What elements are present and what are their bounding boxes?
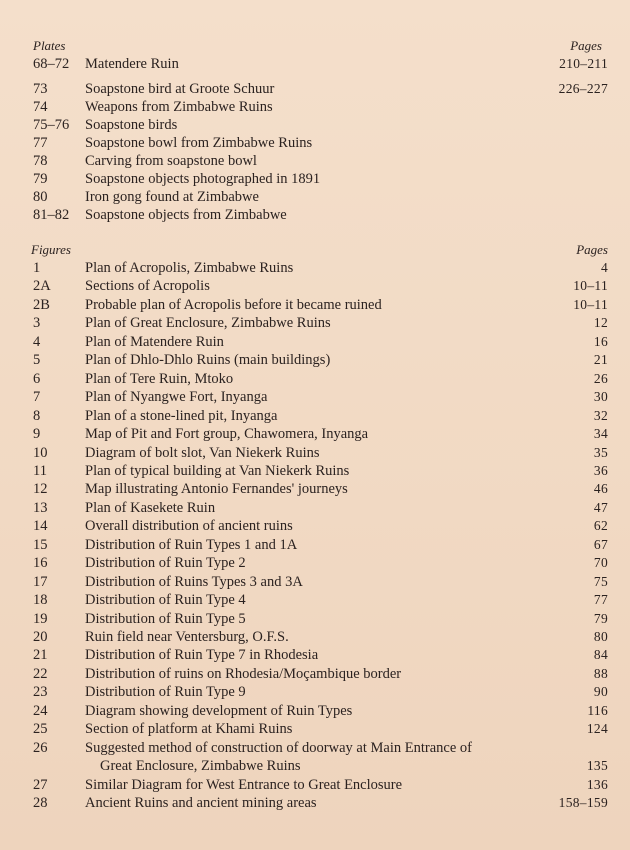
item-number: 28	[33, 795, 48, 812]
item-title: Probable plan of Acropolis before it became ruined	[85, 296, 382, 313]
item-number: 16	[33, 555, 48, 572]
figures-list-item	[0, 794, 630, 812]
item-title: Plan of Nyangwe Fort, Inyanga	[85, 389, 268, 406]
item-title: Distribution of ruins on Rhodesia/Moçambique border	[85, 665, 402, 682]
item-title: Suggested method of construction of doorway at Main Entrance of	[85, 739, 472, 756]
item-number: 75–76	[33, 117, 70, 133]
item-number: 21	[33, 647, 48, 664]
plates-list-item	[0, 80, 630, 98]
figures-list-item	[0, 517, 630, 535]
item-number: 25	[33, 721, 48, 738]
item-number: 79	[33, 171, 48, 187]
plates-list-item	[0, 152, 630, 170]
figures-header: Figures	[31, 242, 71, 257]
item-title: Ruin field near Ventersburg, O.F.S.	[85, 629, 289, 645]
figures-list-item	[0, 351, 630, 369]
item-title: Distribution of Ruin Type 4	[85, 592, 246, 609]
item-title: Matendere Ruin	[85, 56, 179, 72]
item-number: 15	[33, 536, 48, 553]
item-title: Great Enclosure, Zimbabwe Ruins	[100, 758, 301, 775]
item-number: 6	[33, 370, 41, 387]
item-title: Carving from soapstone bowl	[85, 153, 257, 169]
item-number: 8	[33, 407, 41, 424]
item-pages: 79	[593, 610, 608, 626]
item-pages: 135	[586, 758, 608, 774]
item-title: Diagram of bolt slot, Van Niekerk Ruins	[85, 444, 320, 461]
item-number: 80	[33, 189, 48, 205]
figures-list-item	[0, 480, 630, 498]
figures-list-item	[0, 757, 630, 775]
item-number: 77	[33, 135, 48, 151]
item-title: Distribution of Ruin Type 5	[85, 610, 246, 627]
item-number: 13	[33, 499, 48, 516]
item-title: Distribution of Ruin Type 7 in Rhodesia	[85, 647, 319, 664]
figures-list-item	[0, 702, 630, 720]
item-number: 2A	[33, 278, 51, 295]
plates-list-item	[0, 188, 630, 206]
item-number: 20	[33, 629, 48, 645]
figures-list-item	[0, 573, 630, 591]
item-number: 1	[33, 260, 41, 276]
item-title: Map of Pit and Fort group, Chawomera, Inyanga	[85, 426, 369, 443]
item-number: 22	[33, 665, 48, 682]
figures-list-item	[0, 333, 630, 351]
item-number: 5	[33, 352, 41, 369]
item-pages: 158–159	[558, 795, 608, 811]
figures-list-item	[0, 554, 630, 572]
item-title: Distribution of Ruin Type 2	[85, 555, 246, 572]
figures-list-item	[0, 591, 630, 609]
figures-list-item	[0, 776, 630, 794]
item-pages: 70	[593, 555, 608, 571]
figures-list-item	[0, 444, 630, 462]
item-title: Soapstone bird at Groote Schuur	[85, 81, 275, 97]
item-pages: 75	[593, 573, 608, 589]
item-number: 7	[33, 389, 41, 406]
figures-list-item	[0, 407, 630, 425]
item-number: 2B	[33, 296, 50, 313]
item-title: Distribution of Ruins Types 3 and 3A	[85, 573, 303, 590]
item-number: 10	[33, 444, 48, 461]
item-number: 78	[33, 153, 48, 169]
item-pages: 226–227	[558, 81, 608, 96]
item-title: Overall distribution of ancient ruins	[85, 518, 293, 535]
item-title: Plan of a stone-lined pit, Inyanga	[85, 407, 278, 424]
figures-list-item	[0, 499, 630, 517]
item-pages: 84	[593, 647, 608, 663]
plates-list-item	[0, 55, 630, 73]
item-title: Distribution of Ruin Type 9	[85, 684, 246, 701]
item-number: 14	[33, 518, 48, 535]
figures-list-item	[0, 314, 630, 332]
item-title: Ancient Ruins and ancient mining areas	[85, 795, 317, 812]
item-number: 74	[33, 99, 48, 115]
item-title: Soapstone birds	[85, 117, 178, 133]
figures-list-item	[0, 370, 630, 388]
figures-list-item	[0, 720, 630, 738]
item-pages: 47	[593, 499, 608, 515]
item-number: 12	[33, 481, 48, 498]
figures-list-item	[0, 277, 630, 295]
item-title: Section of platform at Khami Ruins	[85, 721, 293, 738]
item-pages: 124	[586, 721, 608, 737]
item-number: 17	[33, 573, 48, 590]
item-number: 9	[33, 426, 41, 443]
figures-list-item	[0, 665, 630, 683]
item-pages: 4	[600, 260, 608, 275]
item-number: 18	[33, 592, 48, 609]
item-pages: 10–11	[573, 296, 608, 312]
item-pages: 30	[593, 389, 608, 405]
item-pages: 16	[593, 333, 608, 349]
item-number: 73	[33, 81, 48, 97]
item-title: Distribution of Ruin Types 1 and 1A	[85, 536, 298, 553]
figures-list-item	[0, 259, 630, 277]
item-pages: 136	[586, 776, 608, 792]
item-number: 81–82	[33, 207, 70, 223]
item-number: 68–72	[33, 56, 70, 72]
item-pages: 21	[593, 352, 608, 368]
item-pages: 35	[593, 444, 608, 460]
item-pages: 80	[593, 629, 608, 644]
item-title: Weapons from Zimbabwe Ruins	[85, 99, 273, 115]
figures-list-item	[0, 462, 630, 480]
figures-list-item	[0, 610, 630, 628]
item-number: 11	[33, 462, 47, 479]
item-title: Iron gong found at Zimbabwe	[85, 189, 259, 205]
item-title: Plan of Tere Ruin, Mtoko	[85, 370, 234, 387]
item-number: 27	[33, 776, 48, 793]
item-title: Plan of Acropolis, Zimbabwe Ruins	[85, 260, 294, 276]
item-number: 24	[33, 702, 48, 719]
item-pages: 88	[593, 665, 608, 681]
figures-list-item	[0, 739, 630, 757]
item-title: Diagram showing development of Ruin Types	[85, 702, 353, 719]
item-title: Plan of Great Enclosure, Zimbabwe Ruins	[85, 315, 331, 332]
item-number: 23	[33, 684, 48, 701]
figures-list-item	[0, 628, 630, 646]
figures-list-item	[0, 646, 630, 664]
item-title: Map illustrating Antonio Fernandes' journeys	[85, 481, 348, 498]
figures-list-item	[0, 388, 630, 406]
item-pages: 26	[593, 370, 608, 386]
plates-list-item	[0, 206, 630, 224]
item-title: Similar Diagram for West Entrance to Great Enclosure	[85, 776, 403, 793]
item-pages: 36	[593, 462, 608, 478]
item-pages: 34	[593, 426, 608, 442]
plates-list-item	[0, 116, 630, 134]
item-pages: 12	[593, 315, 608, 331]
plates-list-item	[0, 134, 630, 152]
item-title: Plan of Kasekete Ruin	[85, 499, 216, 516]
figures-list-item	[0, 536, 630, 554]
item-pages: 62	[593, 518, 608, 534]
figures-list-item	[0, 296, 630, 314]
figures-list-item	[0, 683, 630, 701]
item-number: 4	[33, 333, 41, 350]
item-pages: 77	[593, 592, 608, 608]
item-pages: 67	[593, 536, 608, 552]
item-title: Sections of Acropolis	[85, 278, 210, 295]
plates-list-item	[0, 170, 630, 188]
item-title: Plan of Matendere Ruin	[85, 333, 224, 350]
item-pages: 210–211	[559, 56, 608, 71]
item-title: Plan of typical building at Van Niekerk Ruins	[85, 462, 350, 479]
item-number: 26	[33, 739, 48, 756]
item-title: Soapstone objects from Zimbabwe	[85, 207, 287, 223]
item-pages: 32	[593, 407, 608, 423]
item-pages: 46	[593, 481, 608, 497]
item-title: Plan of Dhlo-Dhlo Ruins (main buildings)	[85, 352, 331, 369]
item-number: 3	[33, 315, 41, 332]
item-pages: 10–11	[573, 278, 608, 294]
item-title: Soapstone objects photographed in 1891	[85, 171, 321, 187]
plates-list-item	[0, 98, 630, 116]
item-pages: 116	[587, 702, 608, 718]
item-title: Soapstone bowl from Zimbabwe Ruins	[85, 135, 313, 151]
item-number: 19	[33, 610, 48, 627]
item-pages: 90	[593, 684, 608, 700]
figures-pages-header: Pages	[576, 242, 608, 257]
figures-list-item	[0, 425, 630, 443]
plates-pages-header: Pages	[570, 38, 602, 53]
plates-header: Plates	[33, 38, 66, 53]
